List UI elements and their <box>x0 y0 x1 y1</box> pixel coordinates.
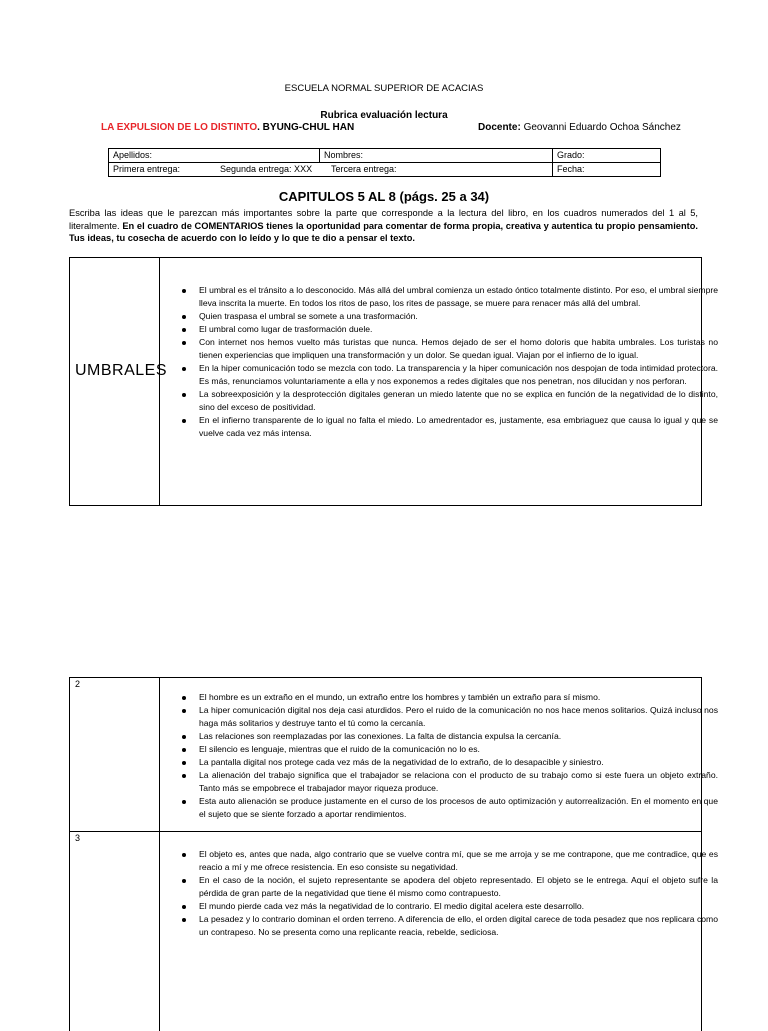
entregas-cell <box>109 163 553 177</box>
box-label-column <box>70 832 160 1031</box>
instructions-paragraph <box>69 207 698 245</box>
grado-field[interactable]: Grado: <box>553 149 661 163</box>
list-item: La pantalla digital nos protege cada vez más de la negatividad de lo extraño, de lo desapacible y siniestro. <box>199 756 718 769</box>
list-item: El silencio es lenguaje, mientras que el ruido de la comunicación no lo es. <box>199 743 718 756</box>
list-item: La pesadez y lo contrario dominan el orden terreno. A diferencia de ello, el orden digital carece de toda pesadez que nos replicara como un contrapeso. No se presenta como una replicante reacia, rebelde, sediciosa. <box>199 914 718 937</box>
list-item: La hiper comunicación digital nos deja casi aturdidos. Pero el ruido de la comunicación no nos hace menos solitarios. Quizá incluso nos haga más solitarios y destruye tanto el tú como la cercanía. <box>199 705 718 728</box>
bullet-list <box>177 284 718 440</box>
bullet-list <box>177 848 718 939</box>
rubric-title: Rubrica evaluación lectura <box>320 110 448 121</box>
school-name: ESCUELA NORMAL SUPERIOR DE ACACIAS <box>284 83 484 94</box>
docente-name: Geovanni Eduardo Ochoa Sánchez <box>523 122 681 133</box>
book-title-line <box>101 122 354 133</box>
box-label-column <box>70 678 160 831</box>
box-umbrales <box>69 257 718 506</box>
list-item: Quien traspasa el umbral se somete a una trasformación. <box>199 310 718 323</box>
list-item: En la hiper comunicación todo se mezcla con todo. La transparencia y la hiper comunicación nos despojan de toda intimidad protectora. Es más, renunciamos voluntariamente a ella y nos exponemos a redes digitales que nos penetran, nos dilucidan y nos perforan. <box>199 363 718 386</box>
list-item: Con internet nos hemos vuelto más turistas que nunca. Hemos dejado de ser el homo doloris que habita umbrales. Los turistas no tienen experiencias que impliquen una transformación y un dolor. Se quedan igual. Viajan por el infierno de lo igual. <box>199 337 718 360</box>
list-item: En el infierno transparente de lo igual no falta el miedo. Lo amedrentador es, justamente, esa embriaguez que causa lo igual y que se vuelve cada vez más intensa. <box>199 415 718 438</box>
list-item: Esta auto alienación se produce justamente en el curso de los procesos de auto optimización y autorrealización. En el momento en que el sujeto que se siente forzado a aportar rendimientos. <box>199 796 718 819</box>
box-number: 2 <box>75 679 81 689</box>
list-item: En el caso de la noción, el sujeto representante se apodera del objeto representado. El objeto se le entrega. Aquí el objeto sufre la pérdida de gran parte de la negatividad que tiene él mismo como contrapuesto. <box>199 875 718 898</box>
nombres-field[interactable]: Nombres: <box>320 149 553 163</box>
bullet-list <box>177 691 718 821</box>
instructions-bold-text: En el cuadro de COMENTARIOS tienes la oportunidad para comentar de forma propia, creativa y autentica tu propio pensamiento. Tus ideas, tu cosecha de acuerdo con lo leído y lo que te dio a pensar el texto. <box>69 220 698 243</box>
table-row <box>109 149 661 163</box>
docente-line <box>478 122 681 133</box>
student-info-table <box>108 148 661 177</box>
box-number: 3 <box>75 833 81 843</box>
primera-entrega-field[interactable]: Primera entrega: <box>113 164 181 174</box>
fecha-field[interactable]: Fecha: <box>553 163 661 177</box>
list-item: El umbral como lugar de trasformación duele. <box>199 323 718 336</box>
box-3 <box>69 831 718 1031</box>
apellidos-field[interactable]: Apellidos: <box>109 149 320 163</box>
book-title: LA EXPULSION DE LO DISTINTO <box>101 122 258 133</box>
table-row <box>109 163 661 177</box>
list-item: El umbral es el tránsito a lo desconocido. Más allá del umbral comienza un estado óntico totalmente distinto. Por eso, el umbral siempre lleva inscrita la muerte. En todos los ritos de paso, los rites de passage, se muere para renacer más allá del umbral. <box>199 285 718 308</box>
book-author: . BYUNG-CHUL HAN <box>257 122 355 133</box>
docente-label: Docente: <box>478 122 521 133</box>
box-2 <box>69 677 718 832</box>
list-item: La alienación del trabajo significa que el trabajador se relaciona con el producto de su trabajo como si este fuera un objeto extraño. Tanto más se empobrece el trabajador mayor riqueza produce. <box>199 770 718 793</box>
instructions-text: Escriba las ideas que le parezcan más importantes sobre la parte que corresponde a la lectura del libro, en los cuadros numerados del 1 al 5, literalmente. <box>69 208 698 231</box>
list-item: La sobreexposición y la desprotección digitales generan un miedo latente que no se explica en función de la negatividad de lo distinto, sino del exceso de positividad. <box>199 389 718 412</box>
segunda-entrega-field[interactable]: Segunda entrega: XXX <box>220 164 313 174</box>
list-item: Las relaciones son reemplazadas por las conexiones. La falta de distancia expulsa la cercanía. <box>199 730 718 743</box>
chapters-heading: CAPITULOS 5 AL 8 (págs. 25 a 34) <box>278 189 490 204</box>
box-label: UMBRALES <box>75 362 168 379</box>
tercera-entrega-field[interactable]: Tercera entrega: <box>331 164 397 174</box>
list-item: El mundo pierde cada vez más la negatividad de lo contrario. El medio digital acelera este desarrollo. <box>199 900 718 913</box>
list-item: El objeto es, antes que nada, algo contrario que se vuelve contra mí, que se me arroja y se me contrapone, que me contradice, que es reacio a mí y me ofrece resistencia. En eso consiste su negatividad. <box>199 849 718 872</box>
box-label-column <box>70 258 168 505</box>
list-item: El hombre es un extraño en el mundo, un extraño entre los hombres y también un extraño para sí mismo. <box>199 691 718 704</box>
